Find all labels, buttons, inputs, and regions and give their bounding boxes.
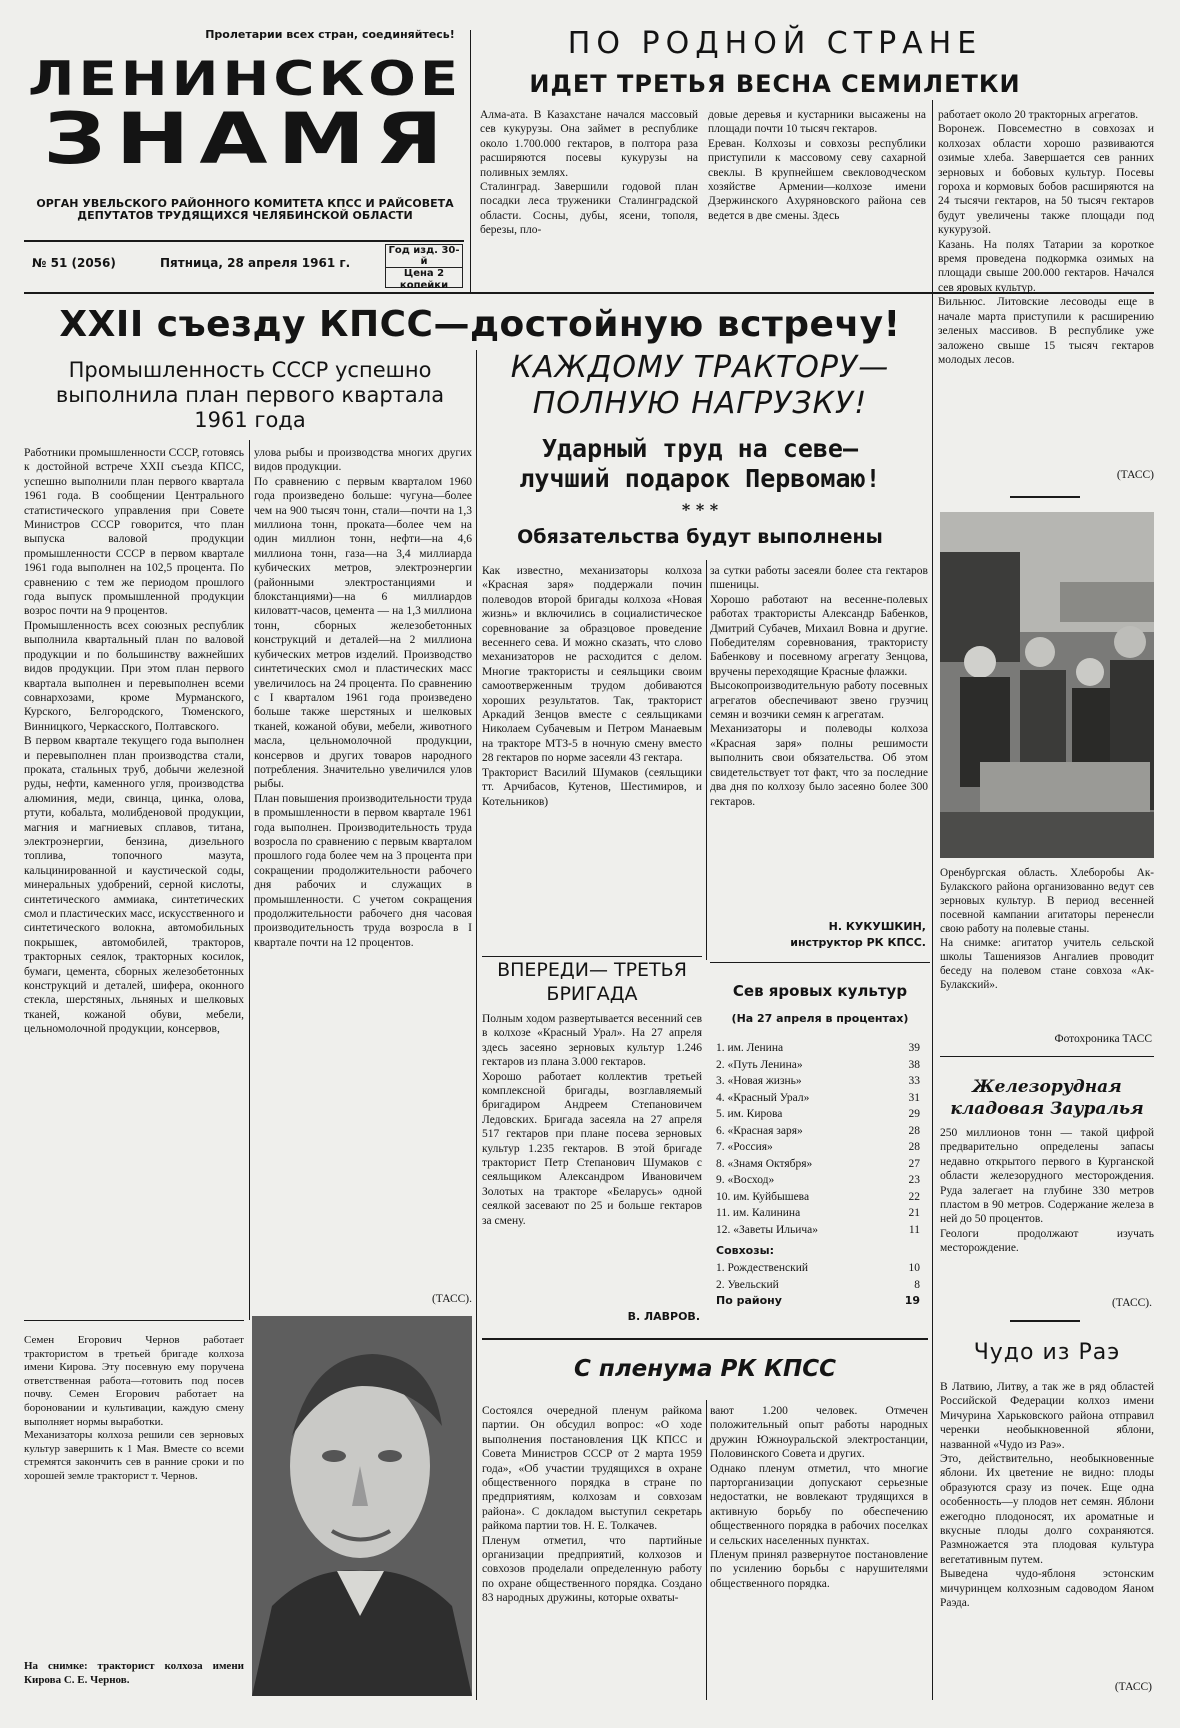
tractor-author: Н. КУКУШКИН, — [828, 920, 926, 933]
table-row — [716, 1277, 920, 1294]
portrait-image — [252, 1316, 472, 1696]
chernov-text: Семен Егорович Чернов работает трактористом в третьей бригаде колхоза имени Кирова. Эту посевную ему поручена ответственная работа—готовить под посев почву. Семен Егорович работает на бороновании и культивации, каждую смену выполняет нормы выработки. Механизаторы колхоза решили сев зерновых культур завершить к 1 Мая. Вместе со всеми стремятся закончить сев в ранние сроки и по хорошей земле тракторист т. Чернов. — [24, 1334, 244, 1482]
row-name: 2. «Путь Ленина» — [716, 1058, 803, 1071]
row-value: 28 — [908, 1124, 920, 1137]
masthead-divider — [24, 240, 464, 242]
row-value: 31 — [908, 1091, 920, 1104]
agitator-photo — [940, 512, 1154, 858]
row-name: 9. «Восход» — [716, 1174, 775, 1186]
table-row — [716, 1106, 920, 1123]
field-camp-image — [940, 512, 1154, 858]
row-name: 10. им. Куйбышева — [716, 1190, 810, 1203]
tractor-headline: Ударный труд на севе— лучший подарок Первомаю! — [519, 434, 881, 493]
iron-source: (ТАСС). — [1111, 1297, 1152, 1309]
sovkhoz-label: Совхозы: — [716, 1244, 774, 1257]
row-name: 6. «Красная заря» — [716, 1124, 803, 1137]
table-row — [716, 1189, 920, 1206]
brigade-headline: ВПЕРЕДИ— ТРЕТЬЯ БРИГАДА — [497, 959, 687, 1005]
row-value: 28 — [908, 1141, 920, 1153]
party-slogan: Пролетарии всех стран, соединяйтесь! — [205, 28, 455, 41]
sowing-table — [716, 1040, 920, 1310]
industry-col2: улова рыбы и производства многих других видов продукции. По сравнению с первым кварталом 1960 года произведено больше: чугуна—более чем на 900 тысяч тонн, стали—почти на 1,3 миллиона тонн, проката—более чем на один миллион тонн, нефти—на 4,6 миллиона тонн, газа—на 3,4 миллиарда кубических метров, электроэнергии (районными электростанциями и блокстанциями)—на 6 миллиардов киловатт-часов, цемента — на 1,3 миллиона тонн, сборных железобетонных конструкций и деталей—на 2 миллиона кубических метров изделий. Производство синтетических смол и пластических масс увеличилось на 24 процента. По сравнению с I кварталом 1961 года произведено больше также шерстяных и шелковых тканей, кожаной обуви, мебели, животного масла, цельномолочной продукции, консервов и других товаров народного потребления. Значительно увеличился улов рыбы. План повышения производительности труда в промышленности в первом квартале 1961 года выполнен. Производительность труда возросла по сравнению с первым кварталом прошлого года более чем на 3 процента при сокращении продолжительности рабочего дня рабочих и служащих в промышленности. С учетом сокращения продолжительности рабочего дня часовая производительность труда возросла в I квартале почти на 12 процентов. — [254, 447, 472, 949]
table-row — [716, 1205, 920, 1222]
district-total-label: По району — [716, 1294, 782, 1307]
industry-source: (ТАСС). — [431, 1293, 472, 1305]
price: Цена 2 копейки — [399, 268, 449, 291]
issue-number: № 51 (2056) — [32, 256, 116, 270]
chernov-photo — [252, 1316, 472, 1696]
row-value: 39 — [908, 1042, 920, 1054]
row-value: 23 — [908, 1174, 920, 1186]
country-subheading: ИДЕТ ТРЕТЬЯ ВЕСНА СЕМИЛЕТКИ — [529, 70, 1021, 98]
table-row — [716, 1156, 920, 1173]
sowing-table-subtitle: (На 27 апреля в процентах) — [731, 1012, 909, 1025]
orenburg-credit: Фотохроника ТАСС — [1054, 1033, 1152, 1045]
tractor-author-role: инструктор РК КПСС. — [790, 936, 926, 949]
row-name: 7. «Россия» — [716, 1141, 773, 1153]
plenum-divider — [706, 1400, 707, 1700]
issue-date: Пятница, 28 апреля 1961 г. — [160, 256, 351, 270]
country-source: (ТАСС) — [1116, 469, 1154, 481]
row-name: 4. «Красный Урал» — [716, 1091, 810, 1104]
sowing-table-title: Сев яровых культур — [732, 982, 908, 1000]
tractor-slogan: КАЖДОМУ ТРАКТОРУ— ПОЛНУЮ НАГРУЗКУ! — [510, 350, 890, 421]
newspaper-subtitle: ОРГАН УВЕЛЬСКОГО РАЙОННОГО КОМИТЕТА КПСС И РАЙСОВЕТА ДЕПУТАТОВ ТРУДЯЩИХСЯ ЧЕЛЯБИНСКОЙ ОБЛАСТИ — [36, 197, 454, 222]
tractor-subhead: Обязательства будут выполнены — [517, 526, 883, 548]
table-row — [716, 1057, 920, 1074]
country-heading: ПО РОДНОЙ СТРАНЕ — [567, 26, 983, 61]
short-rule-2 — [1010, 1320, 1080, 1322]
table-row — [716, 1040, 920, 1057]
row-name: 12. «Заветы Ильича» — [716, 1223, 819, 1236]
row-value: 22 — [908, 1190, 920, 1203]
row-name: 11. им. Калинина — [716, 1207, 801, 1219]
row-value: 21 — [908, 1207, 920, 1219]
country-divider — [932, 100, 933, 510]
row-value: 33 — [908, 1075, 920, 1087]
plenum-top-rule — [482, 1338, 928, 1340]
row-name: 3. «Новая жизнь» — [716, 1075, 802, 1087]
table-row — [716, 1123, 920, 1140]
country-col2: довые деревья и кустарники высажены на площади почти 10 тысяч гектаров. Ереван. Колхозы и совхозы республики приступили к массовому севу сахарной свеклы. В крупнейшем свекловодческом хозяйстве Армении—колхозе имени Дзержинского Ахуряновского района сев ведется в две смены. Здесь — [708, 109, 926, 222]
newspaper-title-line2: ЗНАМЯ — [43, 97, 453, 180]
miracle-headline: Чудо из Раэ — [973, 1340, 1121, 1365]
row-name: 1. им. Ленина — [716, 1042, 784, 1054]
country-col3: работает около 20 тракторных агрегатов. Воронеж. Повсеместно в совхозах и колхозах области хорошо развиваются озимые хлеба. Завершается сев ранних зерновых и бобовых культур. Посевы гороха и кормовых бобов расширяются на 24 тысячи гектаров, на 50 тысяч гектаров будут увеличены также площади под кукурузой. Казань. На полях Татарии за короткое время проведена подкормка озимых на площади свыше 200.000 гектаров. Начался сев яровых культур. Вильнюс. Литовские лесоводы еще в начале марта приступили к расширению зеленых массивов. В республике уже заложено свыше 15 тысяч гектаров молодых лесов. — [938, 109, 1154, 366]
row-value: 11 — [908, 1223, 920, 1236]
table-top-rule — [710, 962, 930, 963]
row-value: 10 — [908, 1262, 920, 1274]
brigade-author: В. ЛАВРОВ. — [627, 1310, 700, 1323]
industry-col1: Работники промышленности СССР, готовясь к достойной встрече XXII съезда КПСС, успешно выполнили план первого квартала 1961 года. В сообщении Центрального статистического управления при Совете Министров СССР говорится, что план выпуска валовой продукции промышленности СССР в первом квартале 1961 года выполнен на 102,5 процента. По сравнению с тем же периодом прошлого года выпуск промышленной продукции возрос почти на 9 процентов. Промышленность всех союзных республик выполнила квартальный план по валовой продукции и по большинству важнейших видов продукции. При этом план первого квартала выполнен и перевыполнен всеми совнархозами, кроме Мурманского, Курского, Белгородского, Тюменского, Винницкого, Черкасского, Полтавского. В первом квартале текущего года выполнен и перевыполнен план производства стали, проката, стальных труб, добычи железной руды, нефти, каменного угля, производства алюминия, меди, свинца, цинка, олова, ртути, кобальта, молибденовой продукции, магния и магниевых сплавов, титана, электроэнергии, бензина, дизельного топлива, топочного мазута, кальцинированной и каустической соды, минеральных удобрений, серной кислоты, синтетического аммиака, синтетических смол и пластических масс, искусственного и синтетического волокна, автомобильных покрышек, автомобилей, тракторов, тракторных сеялок, тракторных косилок, бумаги, цемента, сборных железобетонных конструкций и деталей, шифера, оконного стекла, шерстяных, льняных и шелковых тканей, кожаной обуви, мебели, цельномолочной продукции, консервов, — [24, 447, 244, 1036]
row-name: 8. «Знамя Октября» — [716, 1157, 813, 1170]
miracle-source: (ТАСС) — [1114, 1681, 1152, 1693]
sovkhoz-table-rows — [716, 1260, 920, 1293]
tractor-bottom-rule — [482, 956, 702, 957]
row-value: 29 — [908, 1108, 920, 1120]
industry-headline: Промышленность СССР успешно выполнила план первого квартала 1961 года — [55, 358, 445, 432]
row-name: 2. Увельский — [716, 1278, 779, 1291]
district-total-row — [716, 1293, 920, 1310]
tractor-col2: за сутки работы засеяли более ста гектаров пшеницы. Хорошо работают на весенне-полевых работах трактористы Александр Бабенков, Дмитрий Субачев, Михаил Вовна и другие. Победителям соревнования, трактористу Бабенкову и посевному агрегату Зенцова, вручены переходящие Красные флажки. Высокопроизводительную работу посевных агрегатов обеспечивают звено грузчиц семян и возчики семян к агрегатам. Механизаторы и полеводы колхоза «Красная заря» полны решимости выполнить свои обязательства. Об этом свидетельствует тот факт, что за последние два дня по колхозу было засеяно более 300 гектаров. — [710, 565, 928, 808]
brigade-text: Полным ходом развертывается весенний сев в колхозе «Красный Урал». На 27 апреля здесь засеяно зерновых культур 1.246 гектаров из плана 3.000 гектаров. Хорошо работает коллектив третьей комплексной бригады, возглавляемый бригадиром Андреем Степановичем Ледовских. Бригада засеяла на 27 апреля 517 гектаров при плане посева зерновых культур 1.235 гектаров. В этой бригаде тракторист Петр Степанович Шумаков с сеяльщиком Александром Ивановичем Золотых на тракторе «Беларусь» одной сеялкой засевают по 25 и больше гектаров за смену. — [482, 1013, 702, 1227]
tractor-col1: Как известно, механизаторы колхоза «Красная заря» поддержали почин полеводов второй бригады колхоза «Новая жизнь» и включились в социалистическое соревнование за образцовое проведение весеннего сева. И можно сказать, что слово механизаторов не расходится с делом. Многие трактористы и сеяльщики своим самоотверженным трудом добиваются хороших результатов. Так, тракторист Аркадий Зенцов вместе с сеяльщиками Николаем Субачевым и Петром Манаевым на тракторе МТЗ-5 в ночную смену вместо 28 гектаров по норме засеяли 43 гектара. Тракторист Василий Шумаков (сеяльщики тт. Арчибасов, Кутенов, Шестимиров, и Котельников) — [482, 565, 702, 808]
plenum-headline: С пленума РК КПСС — [574, 1356, 836, 1382]
row-value: 38 — [908, 1058, 920, 1071]
tractor-divider — [706, 560, 707, 960]
country-col1: Алма-ата. В Казахстане начался массовый сев кукурузы. Она займет в республике около 1.700.000 гектаров, в полтора раза расширяются посевы кукурузы на поливных землях. Сталинград. Завершили годовой план посадки леса труженики Сталинградской области. Сосны, дубы, ясени, тополя, березы, пло- — [480, 109, 698, 237]
main-banner: XXII съезду КПСС—достойную встречу! — [59, 304, 901, 345]
iron-headline: Железорудная кладовая Зауралья — [950, 1077, 1144, 1119]
tractor-stars: * * * — [681, 500, 719, 519]
table-row — [716, 1260, 920, 1277]
chernov-caption: На снимке: тракторист колхоза имени Кирова С. Е. Чернов. — [24, 1660, 244, 1686]
iron-text: 250 миллионов тонн — такой цифрой предварительно определены запасы недавно открытого первого в Курганской области железорудного месторождения. Руда залегает на глубине 330 метров пластом в 90 метров. Содержание железа в ней до 50 процентов. Геологи продолжают изучать месторождение. — [940, 1127, 1154, 1255]
table-row — [716, 1222, 920, 1239]
short-rule-1 — [1010, 496, 1080, 498]
masthead-vertical-divider — [470, 30, 471, 292]
row-name: 5. им. Кирова — [716, 1108, 783, 1120]
column-divider-left — [476, 350, 477, 1700]
industry-divider — [249, 440, 250, 1320]
miracle-text: В Латвию, Литву, а так же в ряд областей Российской Федерации колхоз имени Мичурина Харьковского района отправил черенки необыкновенной яблони, названной «Чудо из Раэ». Это, действительно, необыкновенные яблони. Их цветение не видно: плоды образуются сразу из почек. Еще одна особенность—у плодов нет семян. Яблони ежегодно плодоносят, их ароматные и вкусные плоды долго сохраняются. Размножается эта плодовая культура вегетативным путем. Выведена чудо-яблоня эстонским мичуринцем колхозным садоводом Яаном Раэда. — [940, 1381, 1154, 1610]
table-row — [716, 1090, 920, 1107]
district-total-value: 19 — [904, 1294, 920, 1307]
table-row — [716, 1172, 920, 1189]
price-box — [385, 244, 463, 291]
sowing-table-rows — [716, 1040, 920, 1238]
orenburg-caption: Оренбургская область. Хлеборобы Ак-Булакского района организованно ведут сев зерновых культур. В период весенней посевной кампании агитаторы перенесли свою работу на полевые станы. На снимке: агитатор учитель сельской школы Ташениязов Ангалиев проводит беседу на полевом стане совхоза «Ак-Булакский». — [940, 867, 1154, 991]
publication-year: Год изд. 30-й — [386, 245, 462, 268]
row-value: 8 — [914, 1278, 920, 1291]
newspaper-title-line1: ЛЕНИНСКОЕ — [28, 51, 463, 107]
row-name: 1. Рождественский — [716, 1262, 809, 1274]
table-row — [716, 1139, 920, 1156]
plenum-col1: Состоялся очередной пленум райкома партии. Он обсудил вопрос: «О ходе выполнения постановления ЦК КПСС и Совета Министров СССР от 2 марта 1959 года», «Об участии трудящихся в охране общественного порядка в стране по предприятиям, колхозам и совхозам района». С докладом выступил секретарь райкома партии тов. Н. Е. Толкачев. Пленум отметил, что партийные организации предприятий, колхозов и совхозов проделали определенную работу по охране общественного порядка. Создано 83 народных дружины, которые охваты- — [482, 1405, 702, 1605]
plenum-col2: вают 1.200 человек. Отмечен положительный опыт работы народных дружин Южноуральской электростанции, Половинского Совета и других. Однако пленум отметил, что многие парторганизации допускают серьезные недостатки, не вовлекают трудящихся в активную борьбу по обеспечению общественного порядка в рабочих поселках и сельских населенных пунктах. Пленум принял развернутое постановление по усилению борьбы с нарушителями общественного порядка. — [710, 1405, 928, 1590]
table-row — [716, 1073, 920, 1090]
iron-top-rule — [940, 1056, 1154, 1057]
column-divider-right — [932, 510, 933, 1700]
chernov-top-rule — [24, 1320, 244, 1321]
row-value: 27 — [908, 1157, 920, 1170]
